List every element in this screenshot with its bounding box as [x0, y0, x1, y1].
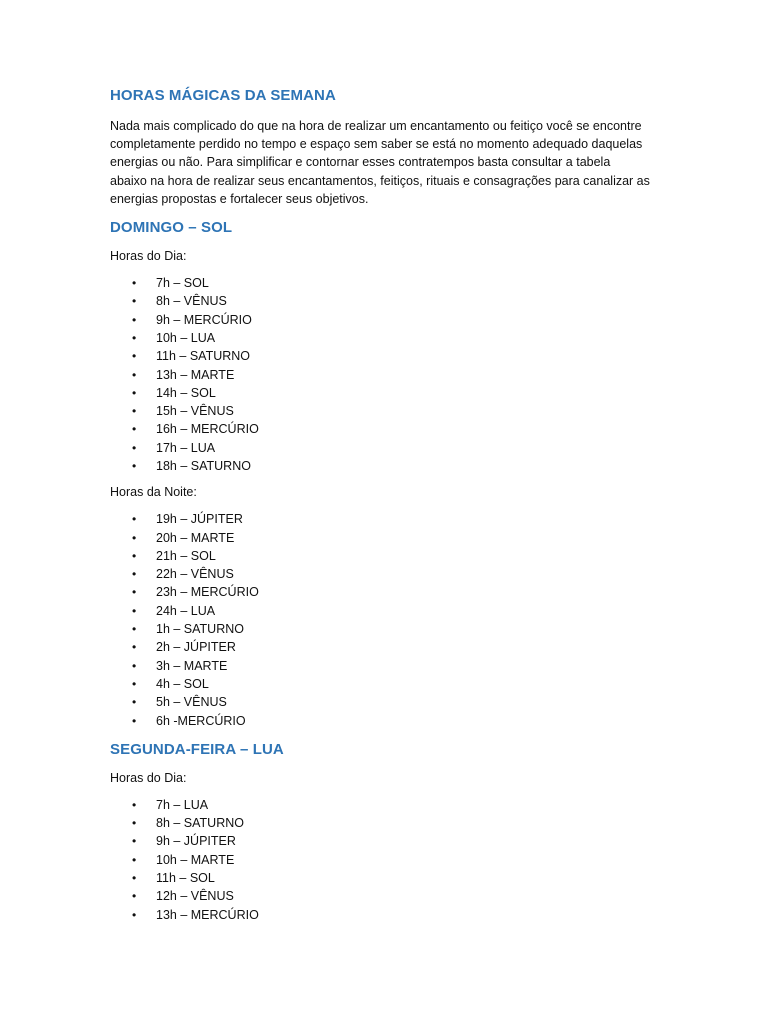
bullet-icon: • [132, 871, 137, 886]
list-item-text: 24h – LUA [156, 603, 216, 618]
list-item-text: 12h – VÊNUS [156, 889, 234, 904]
bullet-icon: • [132, 585, 137, 600]
night-hours-label: Horas da Noite: [110, 485, 197, 500]
bullet-icon: • [132, 695, 137, 710]
bullet-icon: • [132, 713, 137, 728]
list-item [110, 887, 650, 905]
list-item [110, 906, 650, 924]
intro-paragraph: Nada mais complicado do que na hora de realizar um encantamento ou feitiço você se encontre completamente perdido no tempo e espaço sem saber se está no momento adequado daquelas energias ou não. Para simplificar e contornar esses contratempos basta consultar a tabela abaixo na hora de realizar seus encantamentos, feitiços, rituais e consagrações para canalizar as energias propostas e fortalecer seus objetivos. [110, 119, 650, 206]
list-item-text: 1h – SATURNO [156, 622, 244, 637]
list-item-text: 8h – VÊNUS [156, 294, 227, 309]
list-item [110, 347, 650, 365]
day-hours-label: Horas do Dia: [110, 770, 187, 785]
list-item [110, 439, 650, 457]
list-item-text: 13h – MARTE [156, 367, 235, 382]
list-item [110, 366, 650, 384]
bullet-icon: • [132, 349, 137, 364]
list-item [110, 384, 650, 402]
bullet-icon: • [132, 294, 137, 309]
list-item [110, 529, 650, 547]
list-item [110, 329, 650, 347]
list-item-text: 8h – SATURNO [156, 816, 244, 831]
bullet-icon: • [132, 512, 137, 527]
list-item-text: 15h – VÊNUS [156, 404, 234, 419]
bullet-icon: • [132, 676, 137, 691]
list-item-text: 11h – SOL [156, 871, 215, 886]
list-item-text: 16h – MERCÚRIO [156, 422, 259, 437]
list-item [110, 402, 650, 420]
list-item [110, 565, 650, 583]
list-item-text: 9h – MERCÚRIO [156, 312, 252, 327]
list-item [110, 311, 650, 329]
list-item-text: 22h – VÊNUS [156, 567, 234, 582]
section-segunda-feira [110, 740, 650, 924]
list-item [110, 638, 650, 656]
bullet-icon: • [132, 567, 137, 582]
day-hours-label: Horas do Dia: [110, 249, 187, 264]
list-item [110, 602, 650, 620]
list-item-text: 13h – MERCÚRIO [156, 907, 259, 922]
bullet-icon: • [132, 367, 137, 382]
list-item [110, 420, 650, 438]
list-item [110, 814, 650, 832]
bullet-icon: • [132, 385, 137, 400]
list-item-text: 5h – VÊNUS [156, 695, 227, 710]
list-item [110, 292, 650, 310]
bullet-icon: • [132, 797, 137, 812]
section-heading: SEGUNDA-FEIRA – LUA [110, 740, 284, 758]
list-item [110, 693, 650, 711]
day-hours-list [110, 274, 650, 475]
bullet-icon: • [132, 312, 137, 327]
list-item-text: 17h – LUA [156, 440, 216, 455]
bullet-icon: • [132, 622, 137, 637]
bullet-icon: • [132, 907, 137, 922]
list-item-text: 21h – SOL [156, 548, 216, 563]
list-item-text: 6h -MERCÚRIO [156, 713, 246, 728]
day-hours-list [110, 796, 650, 924]
list-item-text: 23h – MERCÚRIO [156, 585, 259, 600]
list-item-text: 3h – MARTE [156, 658, 228, 673]
document-title: HORAS MÁGICAS DA SEMANA [110, 87, 336, 104]
bullet-icon: • [132, 816, 137, 831]
list-item [110, 832, 650, 850]
list-item-text: 19h – JÚPITER [156, 512, 243, 527]
list-item-text: 7h – SOL [156, 276, 209, 291]
list-item-text: 10h – LUA [156, 330, 216, 345]
bullet-icon: • [132, 603, 137, 618]
bullet-icon: • [132, 548, 137, 563]
list-item-text: 10h – MARTE [156, 852, 235, 867]
bullet-icon: • [132, 640, 137, 655]
list-item [110, 457, 650, 475]
list-item [110, 675, 650, 693]
section-heading: DOMINGO – SOL [110, 219, 233, 237]
list-item [110, 583, 650, 601]
list-item [110, 547, 650, 565]
bullet-icon: • [132, 852, 137, 867]
document-page [110, 86, 650, 932]
bullet-icon: • [132, 276, 137, 291]
list-item [110, 510, 650, 528]
bullet-icon: • [132, 458, 137, 473]
bullet-icon: • [132, 834, 137, 849]
section-domingo [110, 218, 650, 730]
bullet-icon: • [132, 658, 137, 673]
list-item-text: 14h – SOL [156, 385, 216, 400]
list-item [110, 869, 650, 887]
list-item [110, 620, 650, 638]
bullet-icon: • [132, 422, 137, 437]
list-item-text: 7h – LUA [156, 797, 209, 812]
bullet-icon: • [132, 330, 137, 345]
list-item-text: 20h – MARTE [156, 530, 235, 545]
list-item [110, 657, 650, 675]
list-item [110, 796, 650, 814]
bullet-icon: • [132, 530, 137, 545]
bullet-icon: • [132, 404, 137, 419]
list-item [110, 851, 650, 869]
list-item [110, 274, 650, 292]
list-item-text: 18h – SATURNO [156, 458, 251, 473]
bullet-icon: • [132, 889, 137, 904]
list-item-text: 11h – SATURNO [156, 349, 251, 364]
night-hours-list [110, 510, 650, 730]
list-item [110, 712, 650, 730]
list-item-text: 2h – JÚPITER [156, 640, 236, 655]
list-item-text: 9h – JÚPITER [156, 834, 236, 849]
bullet-icon: • [132, 440, 137, 455]
list-item-text: 4h – SOL [156, 676, 209, 691]
